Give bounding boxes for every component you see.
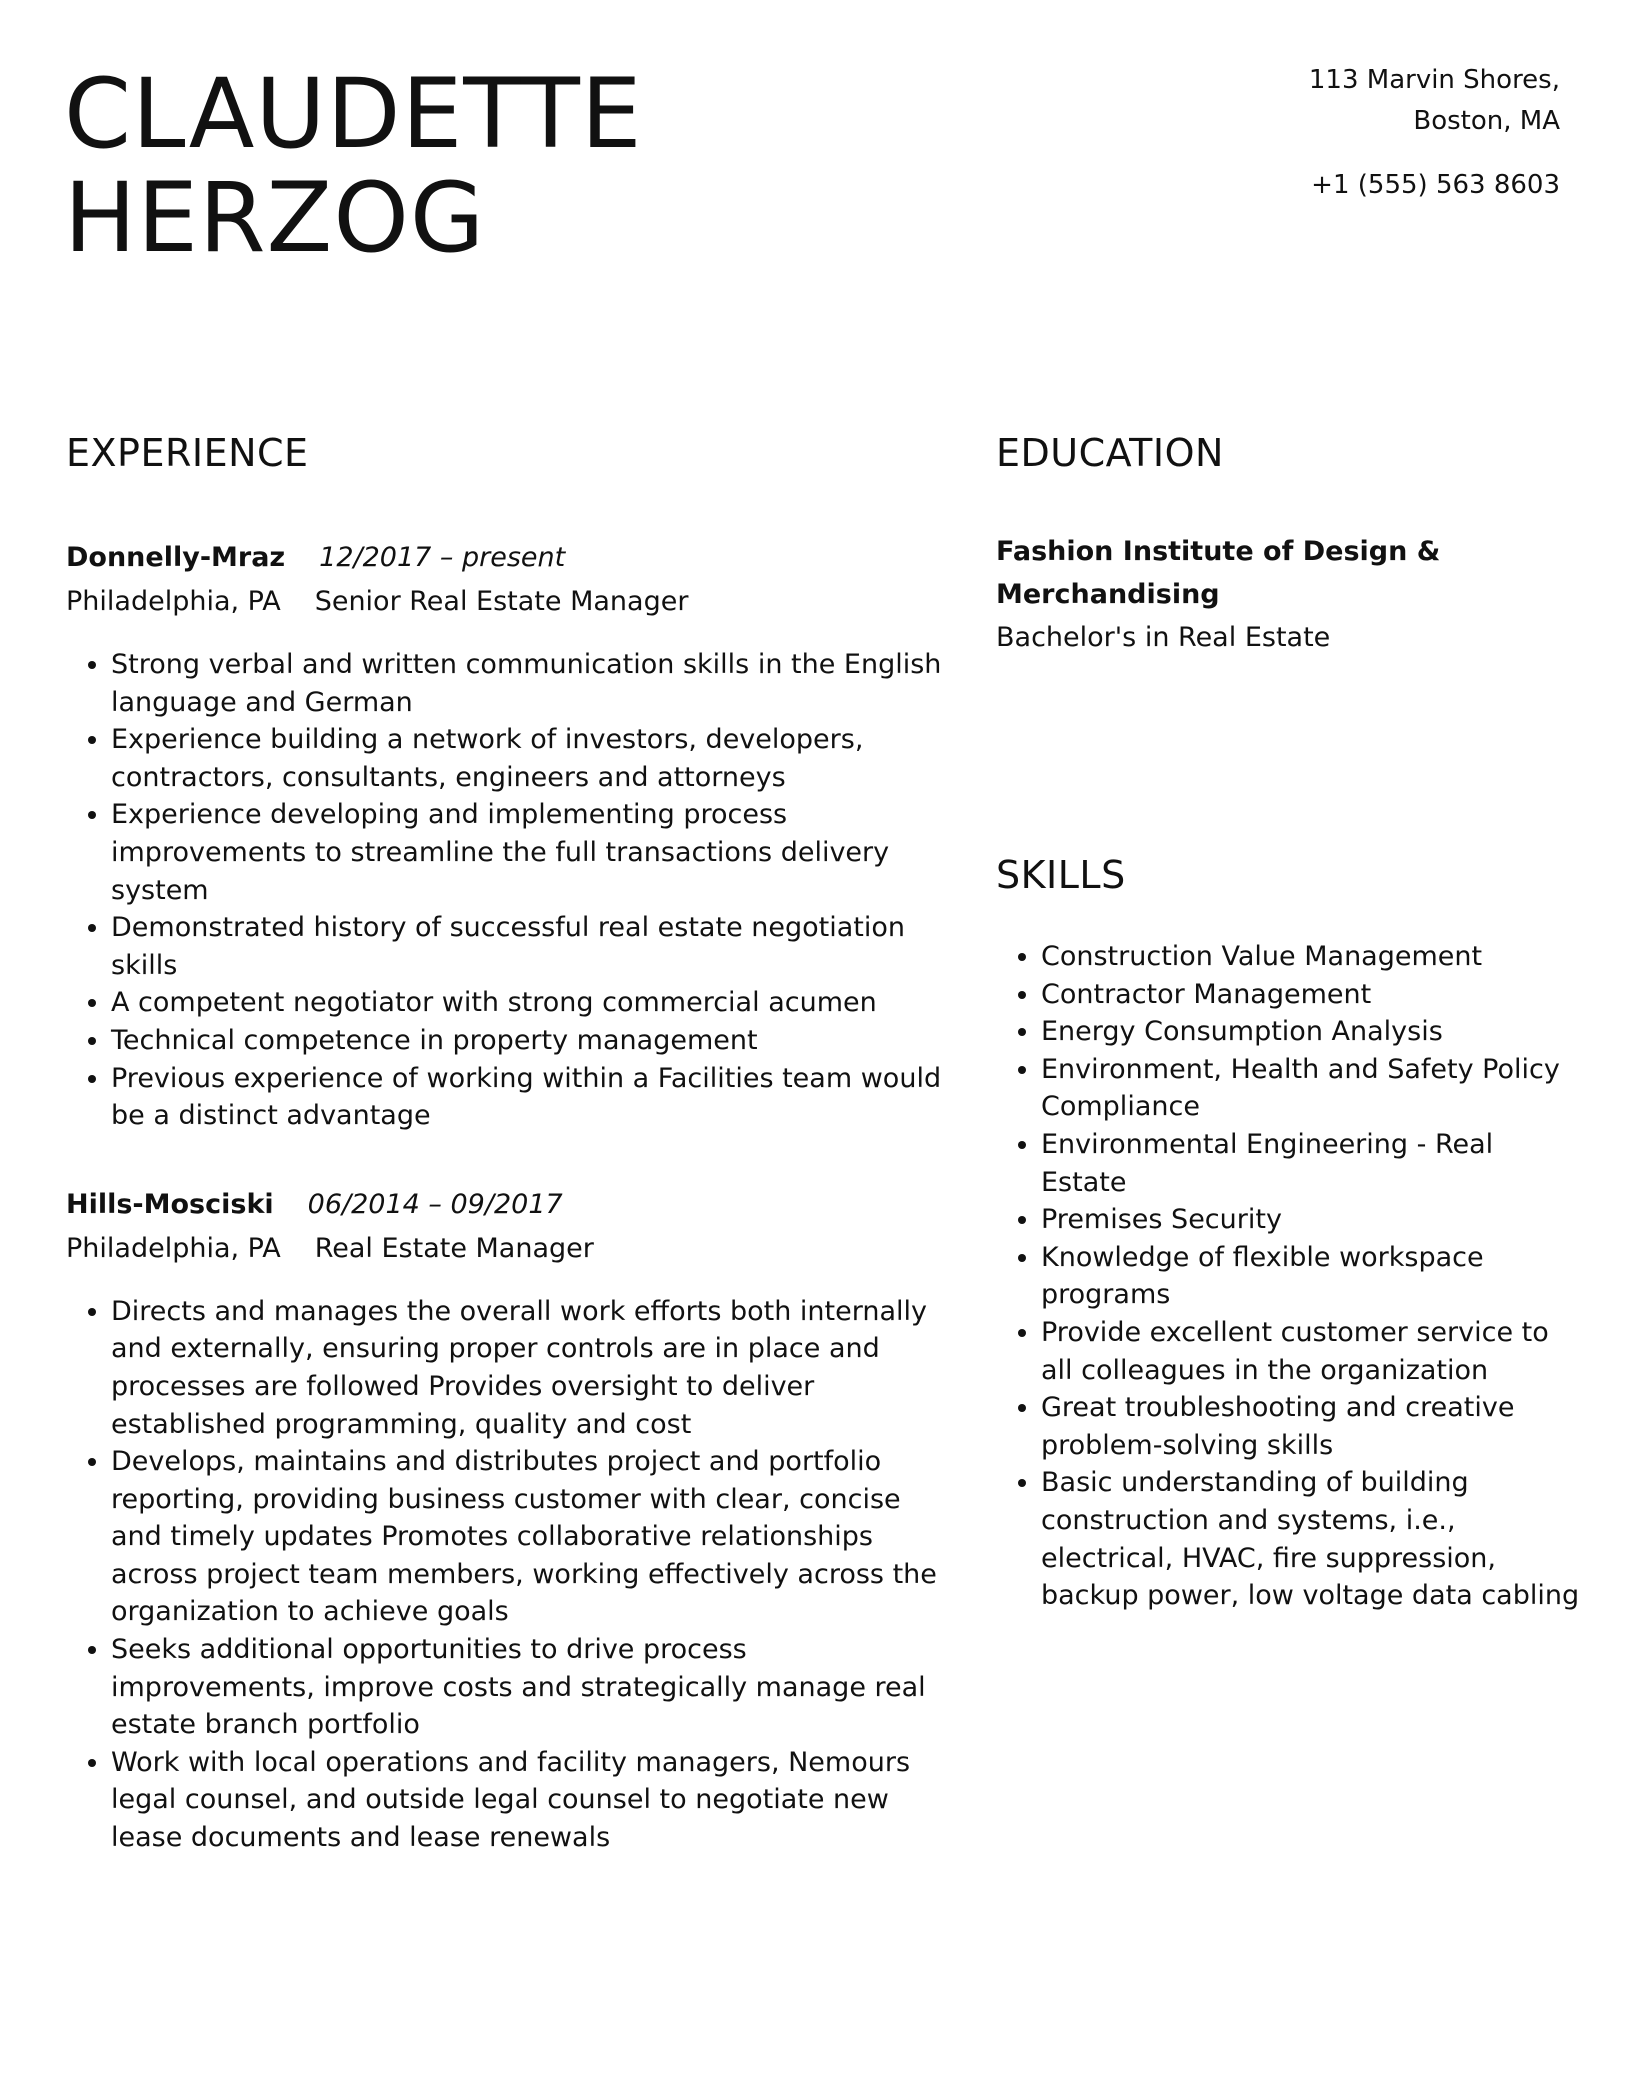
- skill-item: • Great troubleshooting and creative problem-solving skills: [1041, 1389, 1581, 1464]
- education-school: Fashion Institute of Design & Merchandising: [996, 536, 1441, 610]
- job-role: Real Estate Manager: [314, 1232, 594, 1264]
- job-dates: 12/2017 – present: [319, 542, 566, 573]
- job-bullet: • A competent negotiator with strong commercial acumen: [111, 984, 946, 1022]
- skills-heading: SKILLS: [996, 853, 1126, 897]
- experience-heading: EXPERIENCE: [66, 431, 309, 475]
- job-bullet: • Strong verbal and written communication skills in the English language and German: [111, 646, 946, 721]
- education-heading: EDUCATION: [996, 431, 1224, 475]
- job-location: Philadelphia, PA: [66, 586, 281, 617]
- contact-block: [1309, 60, 1560, 206]
- job-dates: 06/2014 – 09/2017: [307, 1188, 563, 1220]
- job-bullet: • Directs and manages the overall work efforts both internally and externally, ensuring proper controls are in place and processes are followed Provides oversight to deliver established programming, quality and cost: [111, 1293, 946, 1443]
- job-role: Senior Real Estate Manager: [314, 586, 689, 617]
- job-employer: Hills-Mosciski: [66, 1188, 274, 1220]
- name-first: CLAUDETTE: [64, 58, 643, 170]
- skill-item: • Environment, Health and Safety Policy Compliance: [1041, 1051, 1581, 1126]
- sidebar-column: [996, 430, 1580, 1615]
- job-bullet: • Work with local operations and facility managers, Nemours legal counsel, and outside legal counsel to negotiate new lease documents and lease renewals: [111, 1744, 946, 1857]
- skill-item: • Construction Value Management: [1041, 938, 1581, 976]
- job-bullet: • Technical competence in property management: [111, 1022, 946, 1060]
- skill-item: • Knowledge of flexible workspace programs: [1041, 1239, 1581, 1314]
- skill-item: • Basic understanding of building construction and systems, i.e., electrical, HVAC, fire suppression, backup power, low voltage data cabling: [1041, 1464, 1581, 1614]
- job-subheader: [66, 580, 946, 624]
- education-degree: Bachelor's in Real Estate: [996, 622, 1331, 653]
- job-location: Philadelphia, PA: [66, 1232, 281, 1264]
- job-subheader: [66, 1227, 946, 1271]
- job-bullet: • Experience building a network of investors, developers, contractors, consultants, engineers and attorneys: [111, 721, 946, 796]
- phone-number: +1 (555) 563 8603: [1311, 170, 1560, 200]
- job-entry: [66, 1183, 946, 1857]
- address-line-2: Boston, MA: [1413, 106, 1560, 136]
- job-header: [66, 1183, 946, 1227]
- name-last: HERZOG: [64, 162, 486, 274]
- job-bullet: • Demonstrated history of successful real estate negotiation skills: [111, 909, 946, 984]
- job-entry: [66, 536, 946, 1135]
- skill-item: • Premises Security: [1041, 1201, 1581, 1239]
- job-bullets: [66, 1293, 946, 1857]
- job-bullet: • Experience developing and implementing process improvements to streamline the full transactions delivery system: [111, 796, 946, 909]
- job-bullet: • Previous experience of working within a Facilities team would be a distinct advantage: [111, 1060, 946, 1135]
- skill-item: • Contractor Management: [1041, 976, 1581, 1014]
- candidate-name: [64, 58, 964, 274]
- job-bullet: • Develops, maintains and distributes project and portfolio reporting, providing business customer with clear, concise and timely updates Promotes collaborative relationships across project team members, working effectively across the organization to achieve goals: [111, 1443, 946, 1631]
- address-line-1: 113 Marvin Shores,: [1308, 65, 1560, 95]
- job-bullet: • Seeks additional opportunities to drive process improvements, improve costs and strategically manage real estate branch portfolio: [111, 1631, 946, 1744]
- job-header: [66, 536, 946, 580]
- education-entry: [996, 530, 1576, 660]
- job-bullets: [66, 646, 946, 1135]
- skill-item: • Energy Consumption Analysis: [1041, 1013, 1581, 1051]
- skill-item: • Environmental Engineering - Real Estate: [1041, 1126, 1581, 1201]
- experience-column: [66, 430, 946, 1857]
- skills-list: [996, 938, 1581, 1615]
- job-employer: Donnelly-Mraz: [66, 542, 286, 573]
- skill-item: • Provide excellent customer service to all colleagues in the organization: [1041, 1314, 1581, 1389]
